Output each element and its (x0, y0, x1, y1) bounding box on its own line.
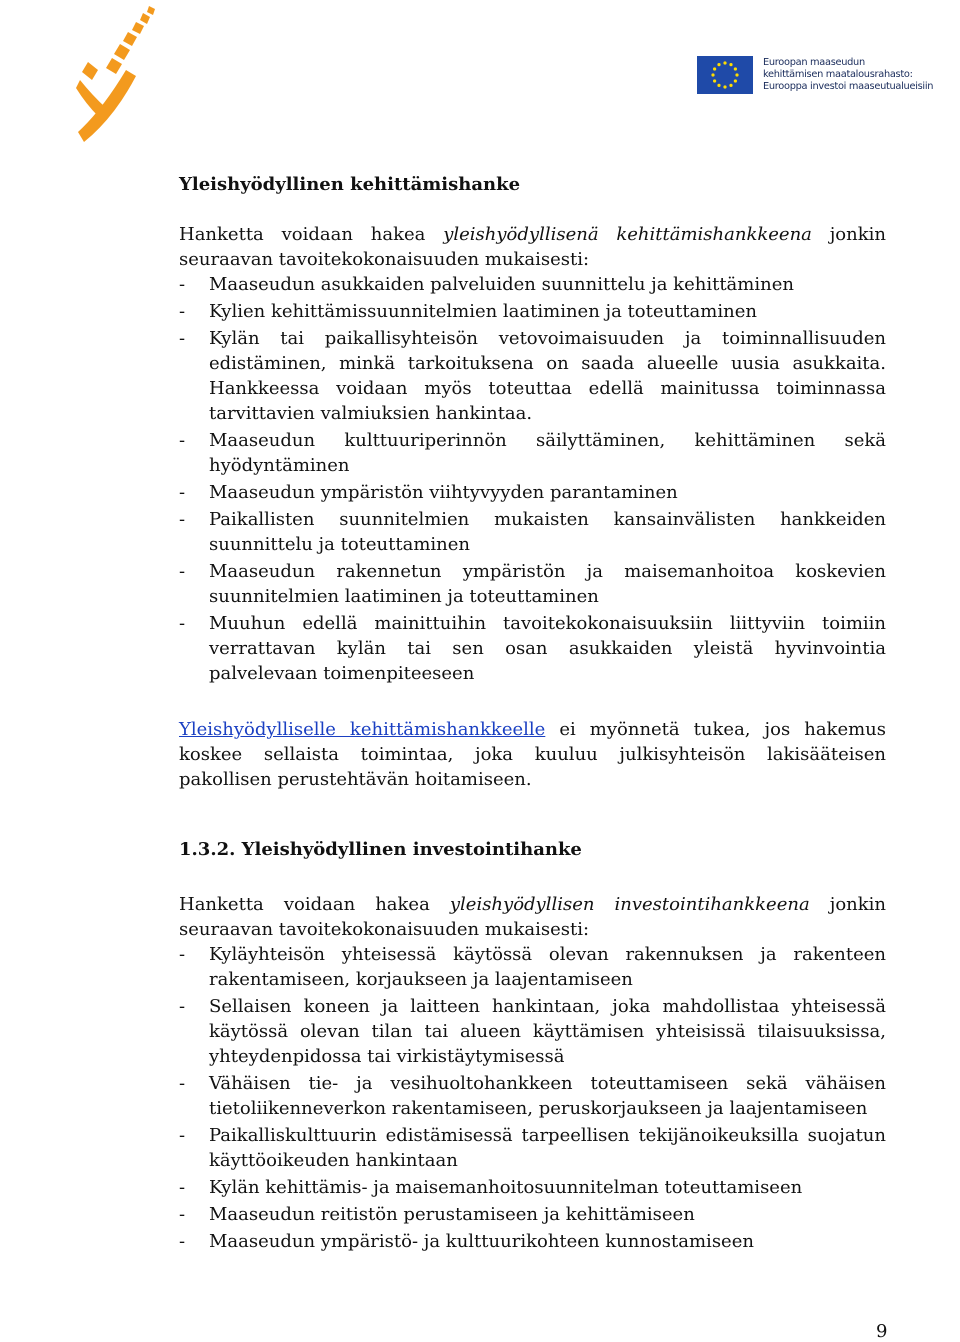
intro-emphasis: yleishyödyllisenä kehittämishankkeena (443, 224, 812, 245)
section1-list (179, 272, 886, 686)
eu-star (734, 67, 737, 70)
list-item (179, 1175, 886, 1200)
list-item-text: Paikalliskulttuurin edistämisessä tarpeellisen tekijänoikeuksilla suojatun käyttöoikeuden hankintaan (209, 1125, 886, 1171)
eu-star (717, 84, 720, 87)
list-item-text: Maaseudun rakennetun ympäristön ja maisemanhoitoa koskevien suunnitelmien laatiminen ja toteuttaminen (209, 561, 886, 607)
dash-bullet: - (179, 1073, 186, 1094)
eu-label-line: Euroopan maaseudun (763, 57, 865, 68)
list-item-text: Maaseudun ympäristön viihtyvyyden parantaminen (209, 482, 678, 503)
list-item (179, 428, 886, 478)
list-item (179, 480, 886, 505)
list-item-text: Maaseudun reitistön perustamiseen ja kehittämiseen (209, 1204, 695, 1225)
dash-bullet: - (179, 1125, 186, 1146)
list-item (179, 942, 886, 992)
eu-label-line: kehittämisen maatalousrahasto: (763, 69, 913, 80)
project-type-link[interactable]: Yleishyödylliselle kehittämishankkeelle (179, 719, 546, 740)
section2-list (179, 942, 886, 1254)
dash-bullet: - (179, 274, 186, 295)
section2-body (179, 892, 886, 1256)
dash-bullet: - (179, 1231, 186, 1252)
eu-star (711, 73, 714, 76)
list-item (179, 1229, 886, 1254)
dash-bullet: - (179, 328, 186, 349)
dash-bullet: - (179, 301, 186, 322)
note-text: ei myönnetä tukea, jos hakemus koskee sellaista toimintaa, joka kuuluu julkisyhteisön lakisääteisen pakollisen perustehtävän hoitamiseen. (179, 719, 887, 790)
dash-bullet: - (179, 1177, 186, 1198)
eu-fund-label (763, 57, 953, 93)
list-item (179, 1071, 886, 1121)
intro-text: Hanketta voidaan hakea (179, 894, 450, 915)
section1-intro (179, 222, 886, 272)
eu-star (723, 85, 726, 88)
list-item-text: Sellaisen koneen ja laitteen hankintaan, joka mahdollistaa yhteisessä käytössä olevan tilan tai alueen käyttämisen yhteisissä tilaisuuksissa, yhteydenpidossa tai virkistäytymisessä (209, 996, 886, 1067)
section1-note (179, 717, 886, 792)
list-item (179, 1202, 886, 1227)
list-item (179, 507, 886, 557)
list-item-text: Muuhun edellä mainittuihin tavoitekokonaisuuksiin liittyviin toimiin verrattavan kylän tai sen osan asukkaiden yleistä hyvinvointia palvelevaan toimenpiteeseen (209, 613, 886, 684)
leader-logo (72, 0, 164, 145)
eu-star (734, 79, 737, 82)
list-item (179, 1123, 886, 1173)
list-item (179, 326, 886, 426)
list-item-text: Vähäisen tie- ja vesihuoltohankkeen toteuttamiseen sekä vähäisen tietoliikenneverkon rakentamiseen, peruskorjaukseen ja laajentamiseen (209, 1073, 886, 1119)
list-item-text: Paikallisten suunnitelmien mukaisten kansainvälisten hankkeiden suunnittelu ja toteuttaminen (209, 509, 886, 555)
eu-star (723, 61, 726, 64)
intro-emphasis: yleishyödyllisen investointihankkeena (449, 894, 810, 915)
dash-bullet: - (179, 613, 186, 634)
dash-bullet: - (179, 944, 186, 965)
list-item-text: Kylien kehittämissuunnitelmien laatiminen ja toteuttaminen (209, 301, 757, 322)
list-item-text: Maaseudun ympäristö- ja kulttuurikohteen kunnostamiseen (209, 1231, 754, 1252)
eu-star (735, 73, 738, 76)
list-item (179, 994, 886, 1069)
section-title: Yleishyödyllinen kehittämishanke (179, 174, 521, 195)
list-item (179, 272, 886, 297)
eu-star (729, 84, 732, 87)
list-item-text: Maaseudun asukkaiden palveluiden suunnittelu ja kehittäminen (209, 274, 794, 295)
dash-bullet: - (179, 430, 186, 451)
eu-flag-icon (697, 56, 753, 94)
section1-body (179, 222, 886, 688)
eu-star (713, 79, 716, 82)
list-item (179, 611, 886, 686)
dash-bullet: - (179, 1204, 186, 1225)
dash-bullet: - (179, 561, 186, 582)
eu-star (729, 63, 732, 66)
section2-intro (179, 892, 886, 942)
dash-bullet: - (179, 996, 186, 1017)
list-item-text: Kyläyhteisön yhteisessä käytössä olevan rakennuksen ja rakenteen rakentamiseen, korjaukseen ja laajentamiseen (209, 944, 886, 990)
dash-bullet: - (179, 482, 186, 503)
eu-star (713, 67, 716, 70)
eu-label-line: Eurooppa investoi maaseutualueisiin (763, 81, 934, 92)
intro-text: Hanketta voidaan hakea (179, 224, 444, 245)
intro-text: jonkin seuraavan tavoitekokonaisuuden mukaisesti: (179, 894, 887, 940)
note-paragraph (179, 717, 886, 792)
list-item-text: Kylän tai paikallisyhteisön vetovoimaisuuden ja toiminnallisuuden edistäminen, minkä tarkoituksena on saada alueelle uusia asukkaita. Hankkeessa voidaan myös toteuttaa edellä mainitussa toiminnassa tarvittavien valmiuksien hankintaa. (209, 328, 886, 424)
list-item-text: Kylän kehittämis- ja maisemanhoitosuunnitelman toteuttamiseen (209, 1177, 803, 1198)
list-item-text: Maaseudun kulttuuriperinnön säilyttäminen, kehittäminen sekä hyödyntäminen (209, 430, 886, 476)
intro-text: jonkin seuraavan tavoitekokonaisuuden mukaisesti: (179, 224, 886, 270)
list-item (179, 559, 886, 609)
page-number: 9 (876, 1321, 888, 1342)
eu-star (717, 63, 720, 66)
dash-bullet: - (179, 509, 186, 530)
section-title: 1.3.2. Yleishyödyllinen investointihanke (179, 839, 582, 860)
list-item (179, 299, 886, 324)
